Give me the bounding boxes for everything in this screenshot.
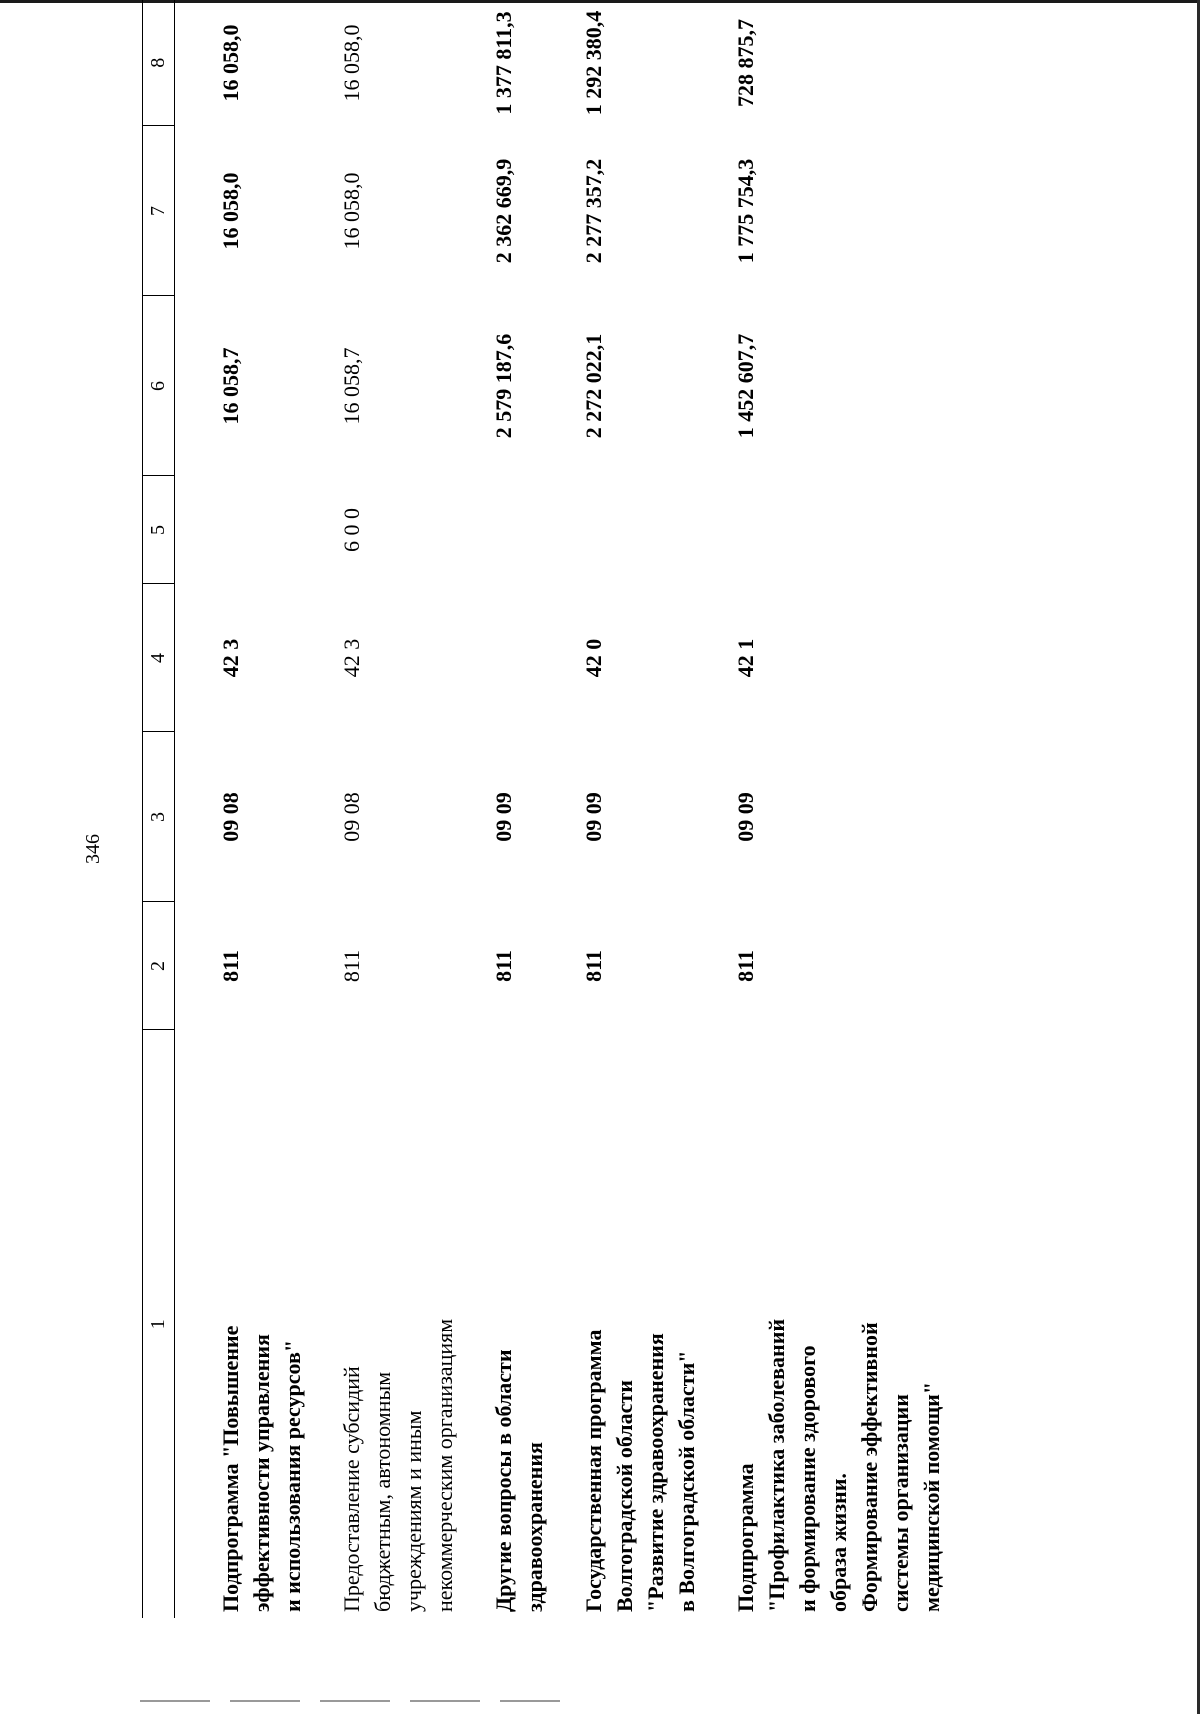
table-row xyxy=(730,0,975,1618)
header-row xyxy=(143,0,175,1618)
cell-c6: 16 058,7 xyxy=(339,347,364,425)
cell-c3: 09 09 xyxy=(733,792,758,842)
cell-c3: 09 09 xyxy=(491,792,516,842)
cell-c4: 42 0 xyxy=(581,638,606,678)
cell-c7: 1 775 754,3 xyxy=(733,158,758,264)
cell-c8: 16 058,0 xyxy=(339,24,364,102)
row-name xyxy=(175,1030,337,1618)
row-name xyxy=(488,1030,578,1618)
cell-c5: 6 0 0 xyxy=(339,508,364,552)
table-row xyxy=(336,0,488,1618)
col-header-2: 2 xyxy=(143,902,175,1030)
cell-c8: 16 058,0 xyxy=(218,24,243,102)
cell-c2: 811 xyxy=(218,950,243,982)
cell-c8: 728 875,7 xyxy=(733,19,758,107)
cell-c2: 811 xyxy=(491,950,516,982)
cell-c8: 1 292 380,4 xyxy=(581,10,606,116)
cell-c8: 1 377 811,3 xyxy=(491,11,516,115)
cell-c4: 42 3 xyxy=(339,638,364,678)
cell-c5 xyxy=(175,476,337,584)
row-name xyxy=(578,1030,730,1618)
row-name-text: Подпрограмма "Повышение эффективности управления и использования ресурсов" xyxy=(218,1325,305,1612)
table-row xyxy=(488,0,578,1618)
row-name xyxy=(730,1030,975,1618)
cell-c4: 42 3 xyxy=(218,638,243,678)
cell-c4: 42 1 xyxy=(733,638,758,678)
table-row xyxy=(578,0,730,1618)
row-name-text: Другие вопросы в области здравоохранения xyxy=(491,1349,547,1612)
cell-c6: 2 272 022,1 xyxy=(581,333,606,439)
cell-c3: 09 09 xyxy=(581,792,606,842)
row-name xyxy=(336,1030,488,1618)
page-number: 346 xyxy=(82,834,104,864)
col-header-6: 6 xyxy=(143,296,175,476)
row-name-text: Государственная программа Волгоградской области "Развитие здравоохранения в Волгоградской области" xyxy=(581,1329,699,1612)
cell-c7: 16 058,0 xyxy=(339,172,364,250)
cell-c6: 1 452 607,7 xyxy=(733,333,758,439)
cell-c7: 16 058,0 xyxy=(218,172,243,250)
cell-c5 xyxy=(730,476,975,584)
cell-c5 xyxy=(488,476,578,584)
col-header-8: 8 xyxy=(143,0,175,126)
cell-c3: 09 08 xyxy=(339,792,364,842)
col-header-1: 1 xyxy=(143,1030,175,1618)
cell-c2: 811 xyxy=(339,949,364,983)
row-name-text: Предоставление субсидий бюджетным, автономным учреждениям и иным некоммерческим организациям xyxy=(339,1318,457,1612)
cell-c2: 811 xyxy=(581,950,606,982)
cell-c2: 811 xyxy=(733,950,758,982)
cell-c6: 16 058,7 xyxy=(218,347,243,425)
row-name-text: Подпрограмма "Профилактика заболеваний и формирование здорового образа жизни. Формирование эффективной системы организации медицинской помощи" xyxy=(733,1318,944,1612)
col-header-7: 7 xyxy=(143,126,175,296)
cell-c4 xyxy=(488,584,578,732)
cell-c6: 2 579 187,6 xyxy=(491,333,516,439)
cell-c3: 09 08 xyxy=(218,792,243,842)
budget-table xyxy=(142,0,975,1618)
cell-c7: 2 277 357,2 xyxy=(581,158,606,264)
table-row xyxy=(175,0,337,1618)
col-header-5: 5 xyxy=(143,476,175,584)
col-header-4: 4 xyxy=(143,584,175,732)
col-header-3: 3 xyxy=(143,732,175,902)
cell-c5 xyxy=(578,476,730,584)
cell-c7: 2 362 669,9 xyxy=(491,158,516,264)
